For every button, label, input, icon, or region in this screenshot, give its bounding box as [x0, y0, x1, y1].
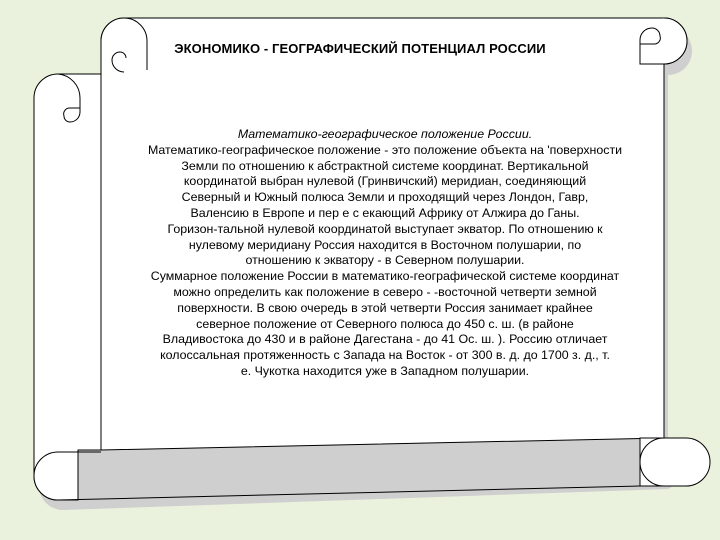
body-line: отношению к экватору - в Северном полушарии. — [245, 253, 525, 268]
body-line: нулевому меридиану Россия находится в Восточном полушарии, по — [188, 237, 582, 252]
body-line: поверхности. В свою очередь в этой четверти Россия занимает крайнее — [177, 300, 593, 315]
body-line: северное положение от Северного полюса до 450 с. ш. (в районе — [196, 316, 574, 331]
body-line: Математико-географическое положение - это положение объекта на 'поверхности — [147, 142, 623, 157]
body-line: Владивостока до 430 и в районе Дагестана - до 41 Ос. ш. ). Россию отличает — [162, 332, 608, 347]
body-line: колоссальная протяженность с Запада на Восток - от 300 в. д. до 1700 з. д., т. — [160, 348, 610, 363]
body-line: е. Чукотка находится уже в Западном полушарии. — [240, 363, 530, 378]
body-line: Земли по отношению к абстрактной системе координат. Вертикальной — [181, 158, 589, 173]
body-line: Суммарное положение России в математико-географической системе координат — [150, 269, 620, 284]
body-line: Валенсию в Европе и пер е с екающий Африку от Алжира до Ганы. — [190, 205, 580, 220]
body-line: Горизон-тальной нулевой координатой выступает экватор. По отношению к — [167, 221, 603, 236]
body-line: можно определить как положение в северо - -восточной четверти земной — [173, 284, 597, 299]
body-line: Северный и Южный полюса Земли и проходящий через Лондон, Гавр, — [181, 190, 589, 205]
section-subtitle: Математико-географическое положение России. — [237, 127, 533, 141]
body-line: координатой выбран нулевой (Гринвичский) меридиан, соединяющий — [183, 174, 587, 189]
slide-body — [105, 127, 665, 380]
slide-title: ЭКОНОМИКО - ГЕОГРАФИЧЕСКИЙ ПОТЕНЦИАЛ РОССИИ — [174, 41, 546, 56]
